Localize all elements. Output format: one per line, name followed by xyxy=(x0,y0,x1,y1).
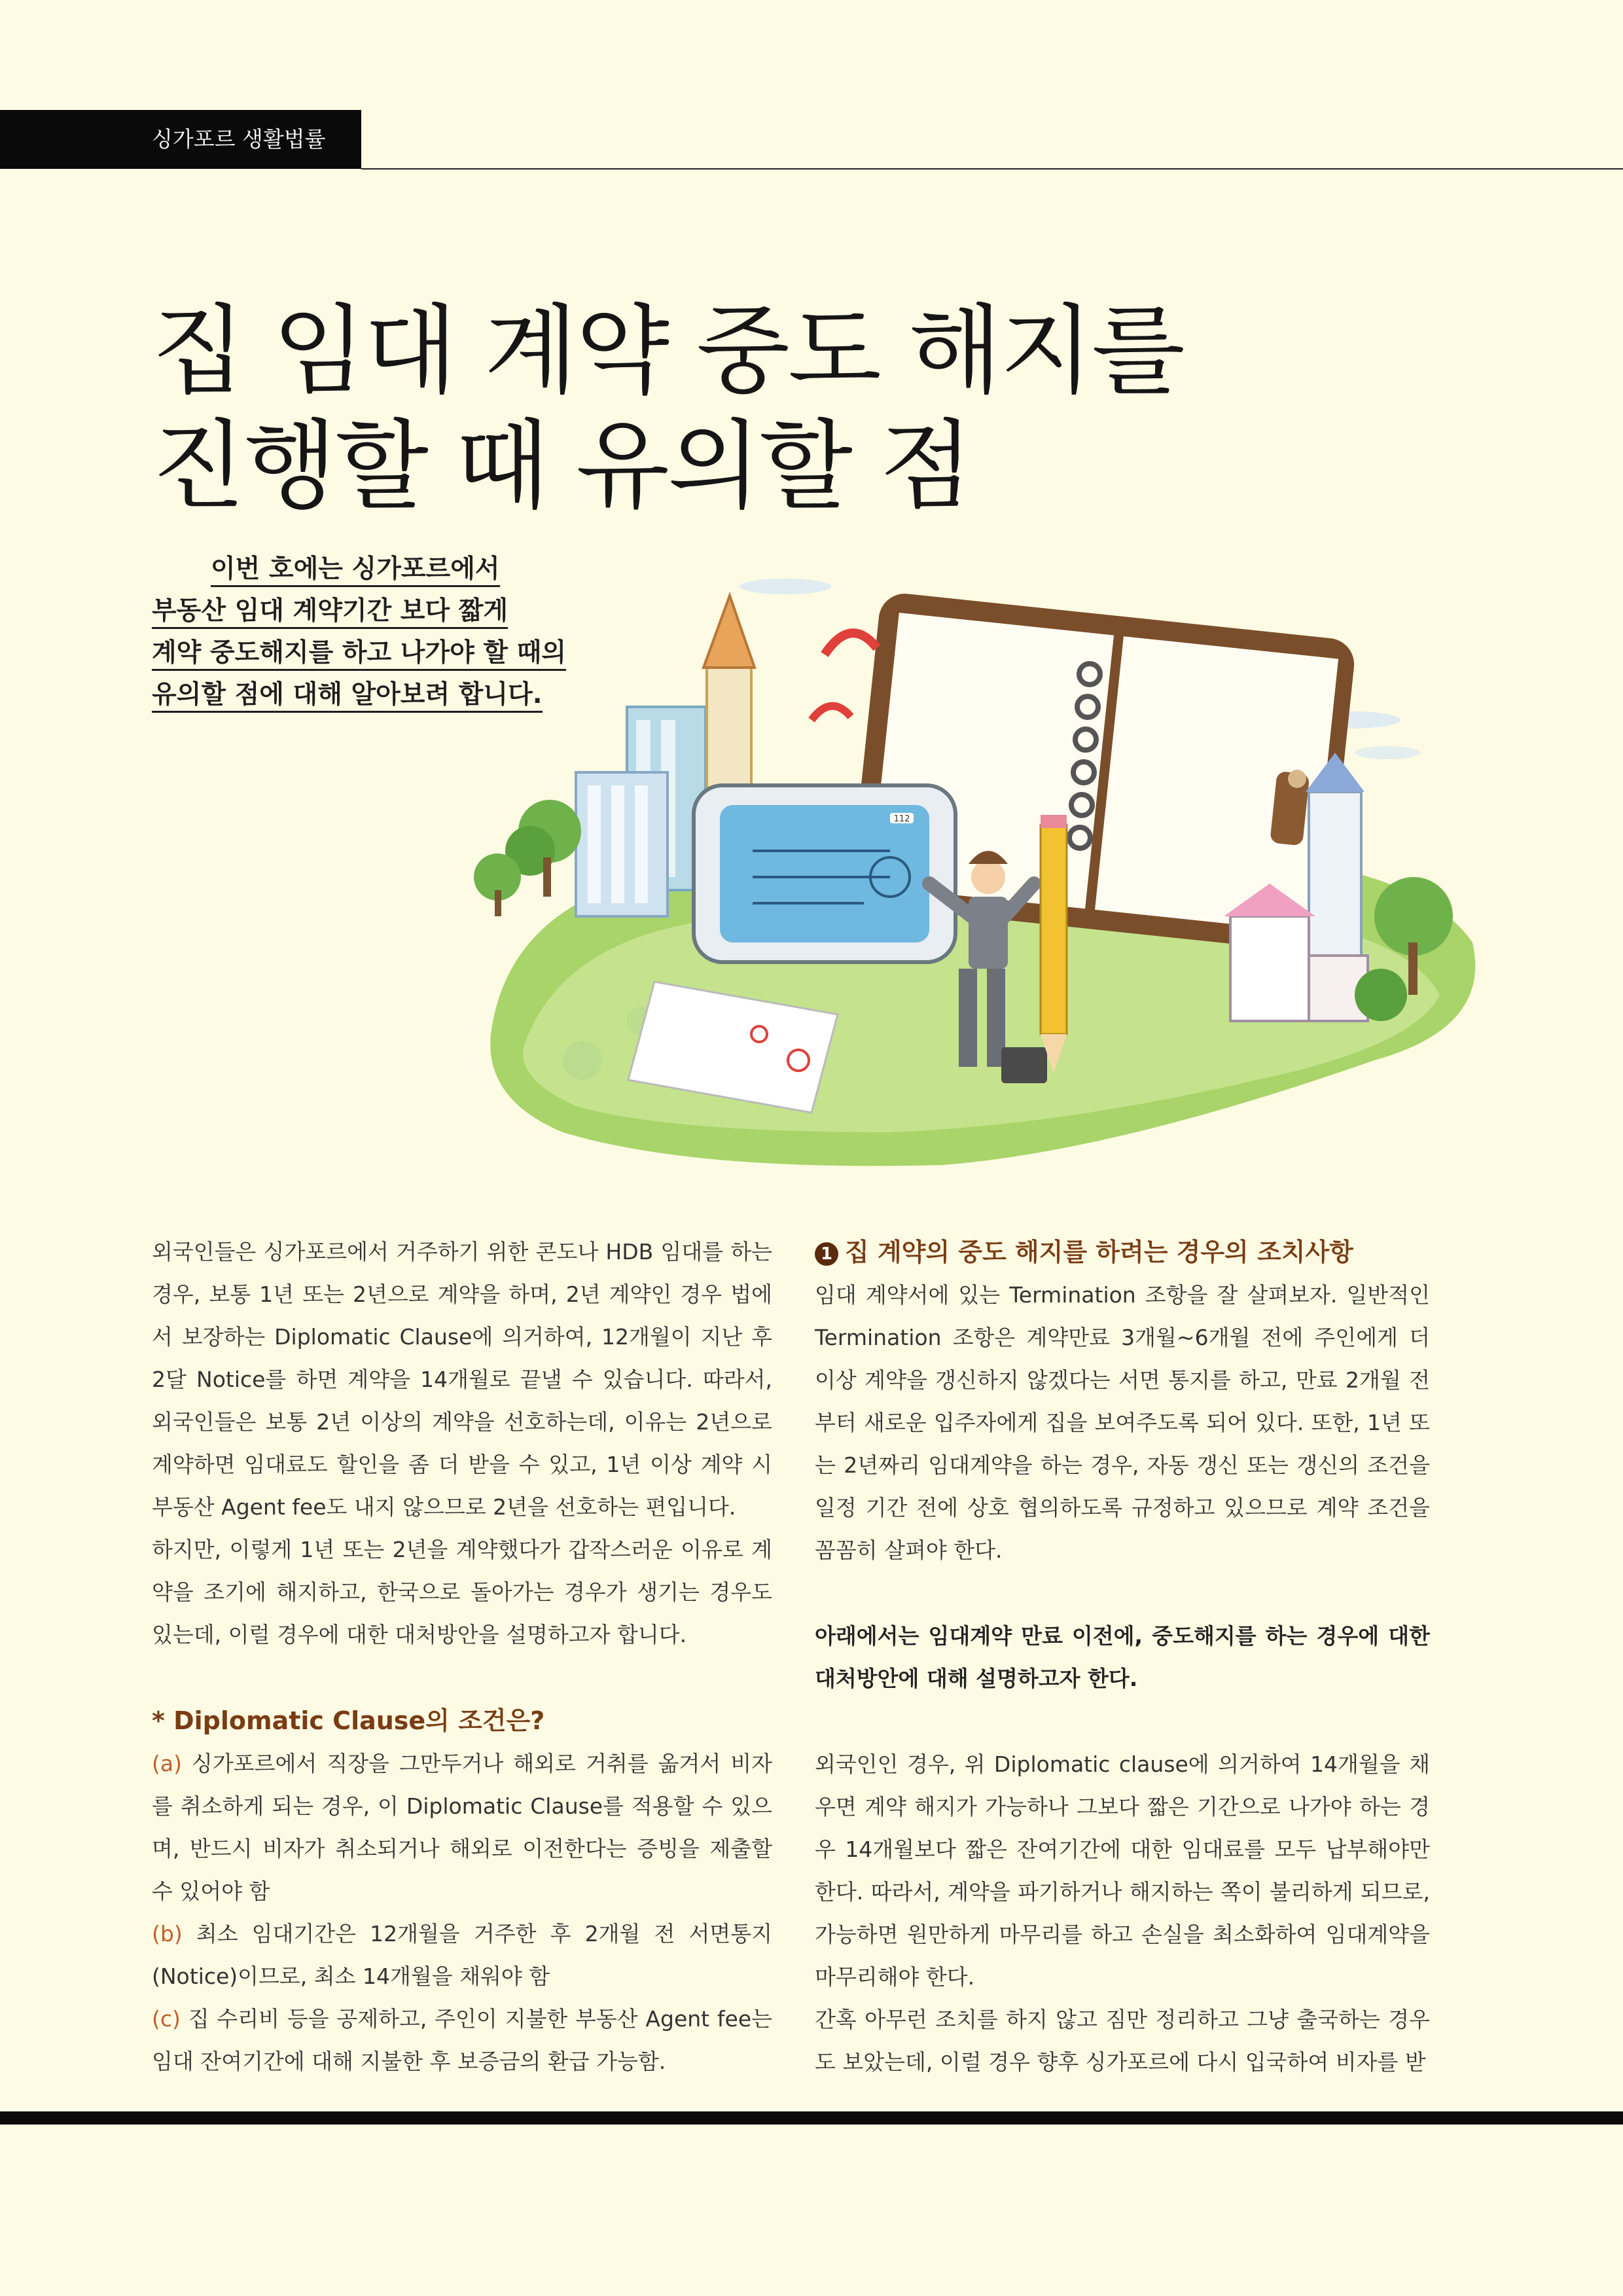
lead-line: 이번 호에는 싱가포르에서 xyxy=(152,548,597,590)
body-paragraph-1: 임대 계약서에 있는 Termination 조항을 잘 살펴보자. 일반적인 Termination 조항은 계약만료 3개월~6개월 전에 주인에게 더 이상 계약을 갱신하지 않겠다는 서면 통지를 하고, 만료 2개월 전부터 새로운 입주자에게 집을 보여주도록 되어 있다. 또한, 1년 또는 2년짜리 임대계약을 하는 경우, 자동 갱신 또는 갱신의 조건을 일정 기간 전에 상호 협의하도록 규정하고 있으므로 계약 조건을 꼼꼼히 살펴야 한다. xyxy=(815,1282,1430,1563)
lead-line: 계약 중도해지를 하고 나가야 할 때의 xyxy=(152,632,597,674)
intro-paragraph-1: 외국인들은 싱가포르에서 거주하기 위한 콘도나 HDB 임대를 하는 경우, 보통 1년 또는 2년으로 계약을 하며, 2년 계약인 경우 법에서 보장하는 Diplomatic Clause에 의거하여, 12개월이 지난 후 2달 Notice를 하면 계약을 14개월로 끝낼 수 있습니다. 따라서, 외국인들은 보통 2년 이상의 계약을 선호하는데, 이유는 2년으로 계약하면 임대료도 할인을 좀 더 받을 수 있고, 1년 이상 계약 시 부동산 Agent fee도 내지 않으므로 2년을 선호하는 편입니다. xyxy=(152,1239,772,1520)
section-label: 싱가포르 생활법률 xyxy=(152,126,326,152)
clause-item-b: (b) 최소 임대기간은 12개월을 거주한 후 2개월 전 서면통지(Notice)이므로, 최소 14개월을 채워야 함 xyxy=(152,1921,772,1989)
title-line-2: 진행할 때 유의할 점 xyxy=(152,410,971,522)
body-paragraph-4: 간혹 아무런 조치를 하지 않고 짐만 정리하고 그냥 출국하는 경우도 보았는데, 이럴 경우 향후 싱가포르에 다시 입국하여 비자를 받 xyxy=(815,2007,1430,2075)
left-column xyxy=(152,1230,772,2083)
lead-line: 유의할 점에 대해 알아보려 합니다. xyxy=(152,674,597,716)
lead-line: 부동산 임대 계약기간 보다 짧게 xyxy=(152,590,597,632)
section-heading-1: 1 집 계약의 중도 해지를 하려는 경우의 조치사항 xyxy=(815,1230,1430,1274)
article-title xyxy=(152,293,1395,524)
title-line-1: 집 임대 계약 중도 해지를 xyxy=(152,295,1183,407)
section-tab xyxy=(0,110,361,169)
body-paragraph-bold: 아래에서는 임대계약 만료 이전에, 중도해지를 하는 경우에 대한 대처방안에 대해 설명하고자 한다. xyxy=(815,1623,1430,1691)
footer-rule xyxy=(0,2111,1623,2125)
right-column xyxy=(815,1230,1430,2083)
header-rule xyxy=(361,168,1623,170)
item-marker: (b) xyxy=(152,1921,183,1946)
item-marker: (c) xyxy=(152,2006,181,2032)
clause-item-a: (a) 싱가포르에서 직장을 그만두거나 해외로 거취를 옮겨서 비자를 취소하게 되는 경우, 이 Diplomatic Clause를 적용할 수 있으며, 반드시 비자가 취소되거나 해외로 이전한다는 증빙을 제출할 수 있어야 함 xyxy=(152,1751,772,1904)
body-paragraph-3: 외국인인 경우, 위 Diplomatic clause에 의거하여 14개월을 채우면 계약 해지가 가능하나 그보다 짧은 기간으로 나가야 하는 경우 14개월보다 짧은 잔여기간에 대한 임대료를 모두 납부해야만 한다. 따라서, 계약을 파기하거나 해지하는 쪽이 불리하게 되므로, 가능하면 원만하게 마무리를 하고 손실을 최소화하여 임대계약을 마무리해야 한다. xyxy=(815,1751,1430,1990)
tablet-badge: 112 xyxy=(893,814,910,824)
illustration-planner-scene xyxy=(471,576,1492,1191)
clause-item-c: (c) 집 수리비 등을 공제하고, 주인이 지불한 부동산 Agent fee는 임대 잔여기간에 대해 지불한 후 보증금의 환급 가능함. xyxy=(152,2006,772,2074)
number-badge: 1 xyxy=(815,1242,838,1266)
clause-heading: * Diplomatic Clause의 조건은? xyxy=(152,1706,545,1735)
intro-paragraph-2: 하지만, 이렇게 1년 또는 2년을 계약했다가 갑작스러운 이유로 계약을 조기에 해지하고, 한국으로 돌아가는 경우가 생기는 경우도 있는데, 이럴 경우에 대한 대처방안을 설명하고자 합니다. xyxy=(152,1537,772,1647)
item-marker: (a) xyxy=(152,1751,182,1776)
